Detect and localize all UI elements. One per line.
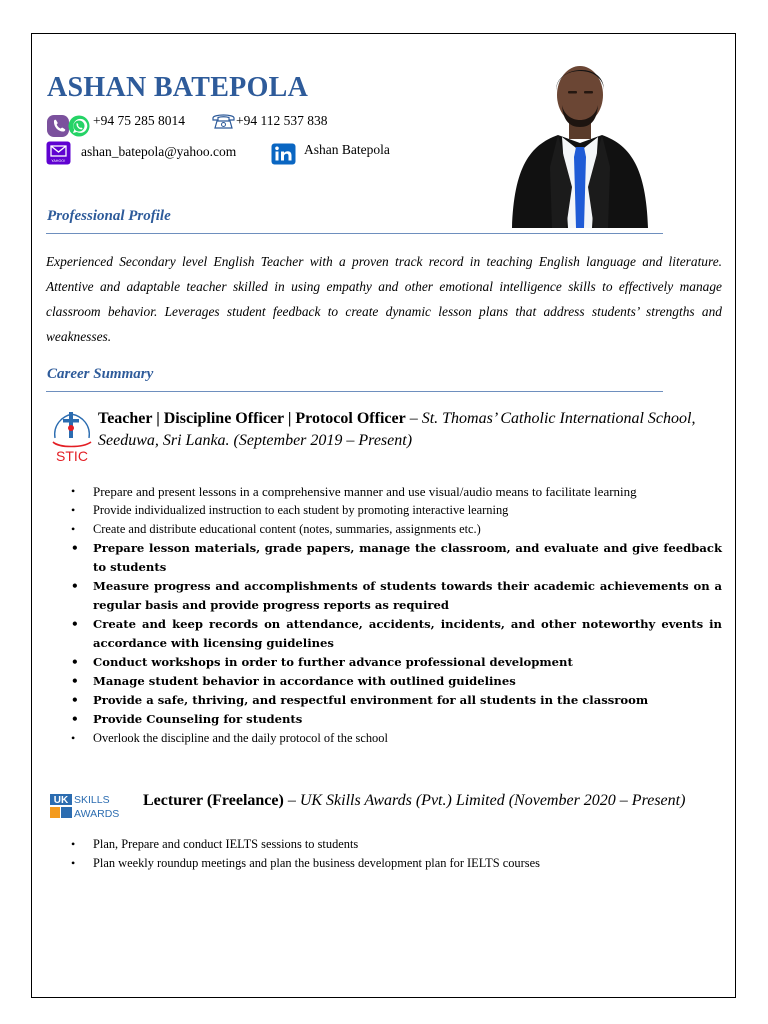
job2-role: Lecturer (Freelance) [143,792,284,809]
list-item: • Provide Counseling for students [69,710,722,729]
profile-summary: Experienced Secondary level English Teacher with a proven track record in teaching English language and literature. Attentive and adaptable teacher skilled in using empathy and other emotional intelligence skills to effectively manage classroom behavior. Leverages student feedback to create dynamic lesson plans that address students’ strengths and weaknesses. [46,254,722,344]
job1-organization: St. Thomas’ Catholic International School, Seeduwa, Sri Lanka. (September 2019 – Present) [98,410,696,449]
linkedin-icon [271,143,296,165]
list-item: • Measure progress and accomplishments of students towards their academic achievements on a regular basis and provide progress reports as required [69,577,722,615]
list-item: • Plan weekly roundup meetings and plan the business development plan for IELTS courses [69,854,722,873]
yahoo-logo-text: YAHOO! [51,159,66,163]
candidate-name: ASHAN BATEPOLA [47,72,309,103]
job2-organization: UK Skills Awards (Pvt.) Limited (November 2020 – Present) [299,792,686,809]
uk-skills-awards-logo [49,792,131,820]
career-divider [46,391,663,392]
profile-heading: Professional Profile [47,208,171,224]
list-item: • Create and keep records on attendance, accidents, incidents, and other noteworthy events in accordance with licensing guidelines [69,615,722,653]
career-heading: Career Summary [47,366,154,382]
job2-bullet-list [69,835,722,873]
list-item: • Provide individualized instruction to each student by promoting interactive learning [69,501,722,520]
list-item: • Conduct workshops in order to further advance professional development [69,653,722,672]
telephone-icon [211,112,236,130]
list-item: • Plan, Prepare and conduct IELTS sessions to students [69,835,722,854]
linkedin-name[interactable]: Ashan Batepola [304,142,390,157]
list-item: • Prepare lesson materials, grade papers, manage the classroom, and evaluate and give feedback to students [69,539,722,577]
yahoo-mail-icon [46,141,71,165]
skills-logo-text: SKILLS [74,794,110,806]
awards-logo-text: AWARDS [74,808,120,820]
list-item: • Provide a safe, thriving, and respectful environment for all students in the classroom [69,691,722,710]
viber-whatsapp-icon [46,114,92,138]
email-address[interactable]: ashan_batepola@yahoo.com [81,144,237,159]
job1-bullet-list [69,482,722,748]
list-item: • Overlook the discipline and the daily protocol of the school [69,729,722,748]
uk-logo-text: UK [53,795,69,806]
stic-logo-text: STIC [56,448,88,464]
job2-separator: – [283,792,300,809]
stic-school-logo [49,408,95,464]
job1-heading [98,408,723,452]
mobile-number: +94 75 285 8014 [93,113,185,128]
profile-divider [46,233,663,234]
list-item: • Create and distribute educational content (notes, summaries, assignments etc.) [69,520,722,539]
list-item: • Manage student behavior in accordance with outlined guidelines [69,672,722,691]
landline-number: +94 112 537 838 [236,113,328,128]
job1-role: Teacher | Discipline Officer | Protocol Officer [98,410,406,427]
job1-separator: – [405,410,422,427]
list-item: • Prepare and present lessons in a comprehensive manner and use visual/audio means to facilitate learning [69,482,722,501]
job2-heading [143,790,718,812]
profile-photo [500,47,660,228]
